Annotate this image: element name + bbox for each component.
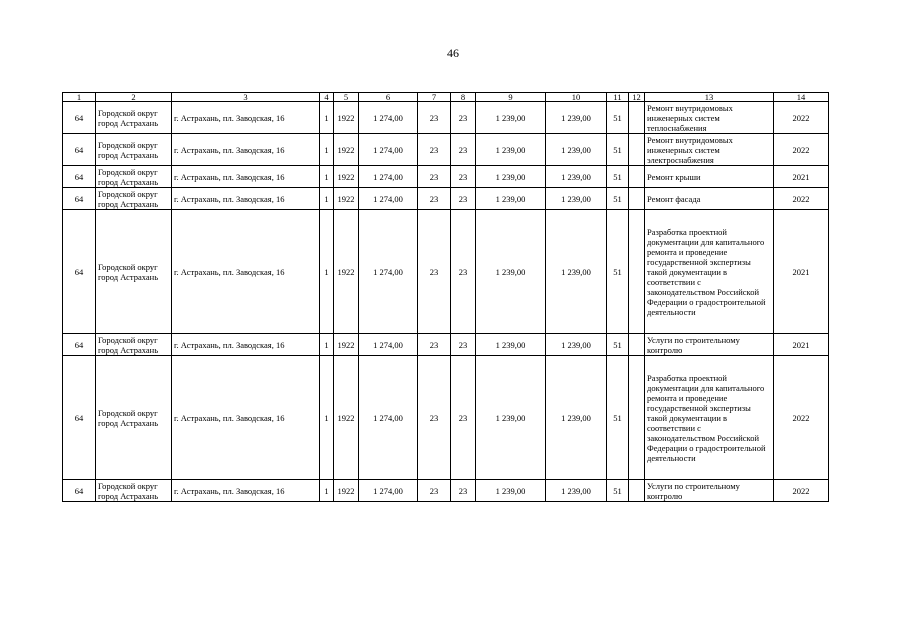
plan-year-cell: 2021 — [774, 166, 829, 188]
col7-cell: 23 — [418, 334, 451, 356]
col12-cell — [629, 166, 645, 188]
col8-cell: 23 — [451, 166, 476, 188]
year-cell: 1922 — [334, 334, 359, 356]
col9-cell: 1 239,00 — [476, 134, 546, 166]
municipality-cell: Городской округ город Астрахань — [96, 134, 172, 166]
table-row — [63, 102, 829, 134]
plan-year-cell: 2021 — [774, 210, 829, 334]
table-row — [63, 480, 829, 502]
row-number: 64 — [63, 356, 96, 480]
col7-cell: 23 — [418, 102, 451, 134]
col4-cell: 1 — [320, 134, 334, 166]
municipality-cell: Городской округ город Астрахань — [96, 356, 172, 480]
col12-cell — [629, 356, 645, 480]
col10-cell: 1 239,00 — [546, 334, 607, 356]
area-cell: 1 274,00 — [359, 356, 418, 480]
col8-cell: 23 — [451, 356, 476, 480]
row-number: 64 — [63, 188, 96, 210]
col4-cell: 1 — [320, 334, 334, 356]
col7-cell: 23 — [418, 210, 451, 334]
area-cell: 1 274,00 — [359, 188, 418, 210]
col9-cell: 1 239,00 — [476, 102, 546, 134]
col11-cell: 51 — [607, 134, 629, 166]
col12-cell — [629, 134, 645, 166]
row-number: 64 — [63, 166, 96, 188]
work-type-cell: Ремонт фасада — [645, 188, 774, 210]
col7-cell: 23 — [418, 134, 451, 166]
table-body — [63, 102, 829, 502]
col12-cell — [629, 334, 645, 356]
table-row — [63, 188, 829, 210]
col9-cell: 1 239,00 — [476, 210, 546, 334]
row-number: 64 — [63, 334, 96, 356]
table-header — [63, 93, 829, 102]
plan-year-cell: 2022 — [774, 480, 829, 502]
column-header: 11 — [607, 93, 629, 102]
col10-cell: 1 239,00 — [546, 134, 607, 166]
col11-cell: 51 — [607, 102, 629, 134]
col9-cell: 1 239,00 — [476, 480, 546, 502]
col9-cell: 1 239,00 — [476, 356, 546, 480]
plan-year-cell: 2022 — [774, 134, 829, 166]
col11-cell: 51 — [607, 210, 629, 334]
column-header: 7 — [418, 93, 451, 102]
row-number: 64 — [63, 102, 96, 134]
year-cell: 1922 — [334, 188, 359, 210]
work-type-cell: Разработка проектной документации для капитального ремонта и проведение государственной экспертизы такой документации в соответствии с законодательством Российской Федерации о градостроительной деятельности — [645, 210, 774, 334]
col9-cell: 1 239,00 — [476, 188, 546, 210]
work-type-cell: Разработка проектной документации для капитального ремонта и проведение государственной экспертизы такой документации в соответствии с законодательством Российской Федерации о градостроительной деятельности — [645, 356, 774, 480]
col11-cell: 51 — [607, 356, 629, 480]
col4-cell: 1 — [320, 188, 334, 210]
plan-year-cell: 2022 — [774, 102, 829, 134]
col11-cell: 51 — [607, 334, 629, 356]
column-header: 2 — [96, 93, 172, 102]
row-number: 64 — [63, 134, 96, 166]
col8-cell: 23 — [451, 188, 476, 210]
year-cell: 1922 — [334, 480, 359, 502]
address-cell: г. Астрахань, пл. Заводская, 16 — [172, 134, 320, 166]
municipality-cell: Городской округ город Астрахань — [96, 480, 172, 502]
area-cell: 1 274,00 — [359, 334, 418, 356]
col12-cell — [629, 210, 645, 334]
address-cell: г. Астрахань, пл. Заводская, 16 — [172, 356, 320, 480]
column-header: 1 — [63, 93, 96, 102]
area-cell: 1 274,00 — [359, 134, 418, 166]
area-cell: 1 274,00 — [359, 166, 418, 188]
area-cell: 1 274,00 — [359, 480, 418, 502]
work-type-cell: Ремонт внутридомовых инженерных систем теплоснабжения — [645, 102, 774, 134]
plan-year-cell: 2022 — [774, 356, 829, 480]
plan-year-cell: 2022 — [774, 188, 829, 210]
page-number: 46 — [447, 46, 459, 60]
col10-cell: 1 239,00 — [546, 166, 607, 188]
col9-cell: 1 239,00 — [476, 334, 546, 356]
col7-cell: 23 — [418, 480, 451, 502]
col12-cell — [629, 480, 645, 502]
col8-cell: 23 — [451, 334, 476, 356]
col10-cell: 1 239,00 — [546, 480, 607, 502]
table-row — [63, 134, 829, 166]
work-type-cell: Ремонт внутридомовых инженерных систем электроснабжения — [645, 134, 774, 166]
address-cell: г. Астрахань, пл. Заводская, 16 — [172, 334, 320, 356]
column-header: 6 — [359, 93, 418, 102]
row-number: 64 — [63, 480, 96, 502]
year-cell: 1922 — [334, 356, 359, 480]
work-type-cell: Услуги по строительному контролю — [645, 480, 774, 502]
area-cell: 1 274,00 — [359, 210, 418, 334]
municipality-cell: Городской округ город Астрахань — [96, 334, 172, 356]
year-cell: 1922 — [334, 166, 359, 188]
municipality-cell: Городской округ город Астрахань — [96, 102, 172, 134]
col11-cell: 51 — [607, 480, 629, 502]
col8-cell: 23 — [451, 134, 476, 166]
address-cell: г. Астрахань, пл. Заводская, 16 — [172, 210, 320, 334]
column-header: 3 — [172, 93, 320, 102]
column-header: 13 — [645, 93, 774, 102]
address-cell: г. Астрахань, пл. Заводская, 16 — [172, 102, 320, 134]
work-type-cell: Ремонт крыши — [645, 166, 774, 188]
col7-cell: 23 — [418, 356, 451, 480]
column-header: 14 — [774, 93, 829, 102]
work-type-cell: Услуги по строительному контролю — [645, 334, 774, 356]
column-header: 5 — [334, 93, 359, 102]
col10-cell: 1 239,00 — [546, 102, 607, 134]
col4-cell: 1 — [320, 102, 334, 134]
col12-cell — [629, 188, 645, 210]
row-number: 64 — [63, 210, 96, 334]
table-row — [63, 210, 829, 334]
column-header: 9 — [476, 93, 546, 102]
col10-cell: 1 239,00 — [546, 356, 607, 480]
col8-cell: 23 — [451, 102, 476, 134]
col7-cell: 23 — [418, 188, 451, 210]
col11-cell: 51 — [607, 188, 629, 210]
column-header: 8 — [451, 93, 476, 102]
col8-cell: 23 — [451, 480, 476, 502]
col11-cell: 51 — [607, 166, 629, 188]
municipality-cell: Городской округ город Астрахань — [96, 210, 172, 334]
year-cell: 1922 — [334, 210, 359, 334]
address-cell: г. Астрахань, пл. Заводская, 16 — [172, 480, 320, 502]
year-cell: 1922 — [334, 102, 359, 134]
repair-plan-table — [62, 92, 829, 502]
year-cell: 1922 — [334, 134, 359, 166]
table-row — [63, 334, 829, 356]
col8-cell: 23 — [451, 210, 476, 334]
municipality-cell: Городской округ город Астрахань — [96, 166, 172, 188]
column-header: 12 — [629, 93, 645, 102]
col7-cell: 23 — [418, 166, 451, 188]
col12-cell — [629, 102, 645, 134]
col4-cell: 1 — [320, 356, 334, 480]
area-cell: 1 274,00 — [359, 102, 418, 134]
col9-cell: 1 239,00 — [476, 166, 546, 188]
col4-cell: 1 — [320, 210, 334, 334]
table-row — [63, 166, 829, 188]
municipality-cell: Городской округ город Астрахань — [96, 188, 172, 210]
col10-cell: 1 239,00 — [546, 210, 607, 334]
col4-cell: 1 — [320, 480, 334, 502]
address-cell: г. Астрахань, пл. Заводская, 16 — [172, 166, 320, 188]
address-cell: г. Астрахань, пл. Заводская, 16 — [172, 188, 320, 210]
table-row — [63, 356, 829, 480]
column-header: 4 — [320, 93, 334, 102]
column-header: 10 — [546, 93, 607, 102]
col10-cell: 1 239,00 — [546, 188, 607, 210]
col4-cell: 1 — [320, 166, 334, 188]
plan-year-cell: 2021 — [774, 334, 829, 356]
